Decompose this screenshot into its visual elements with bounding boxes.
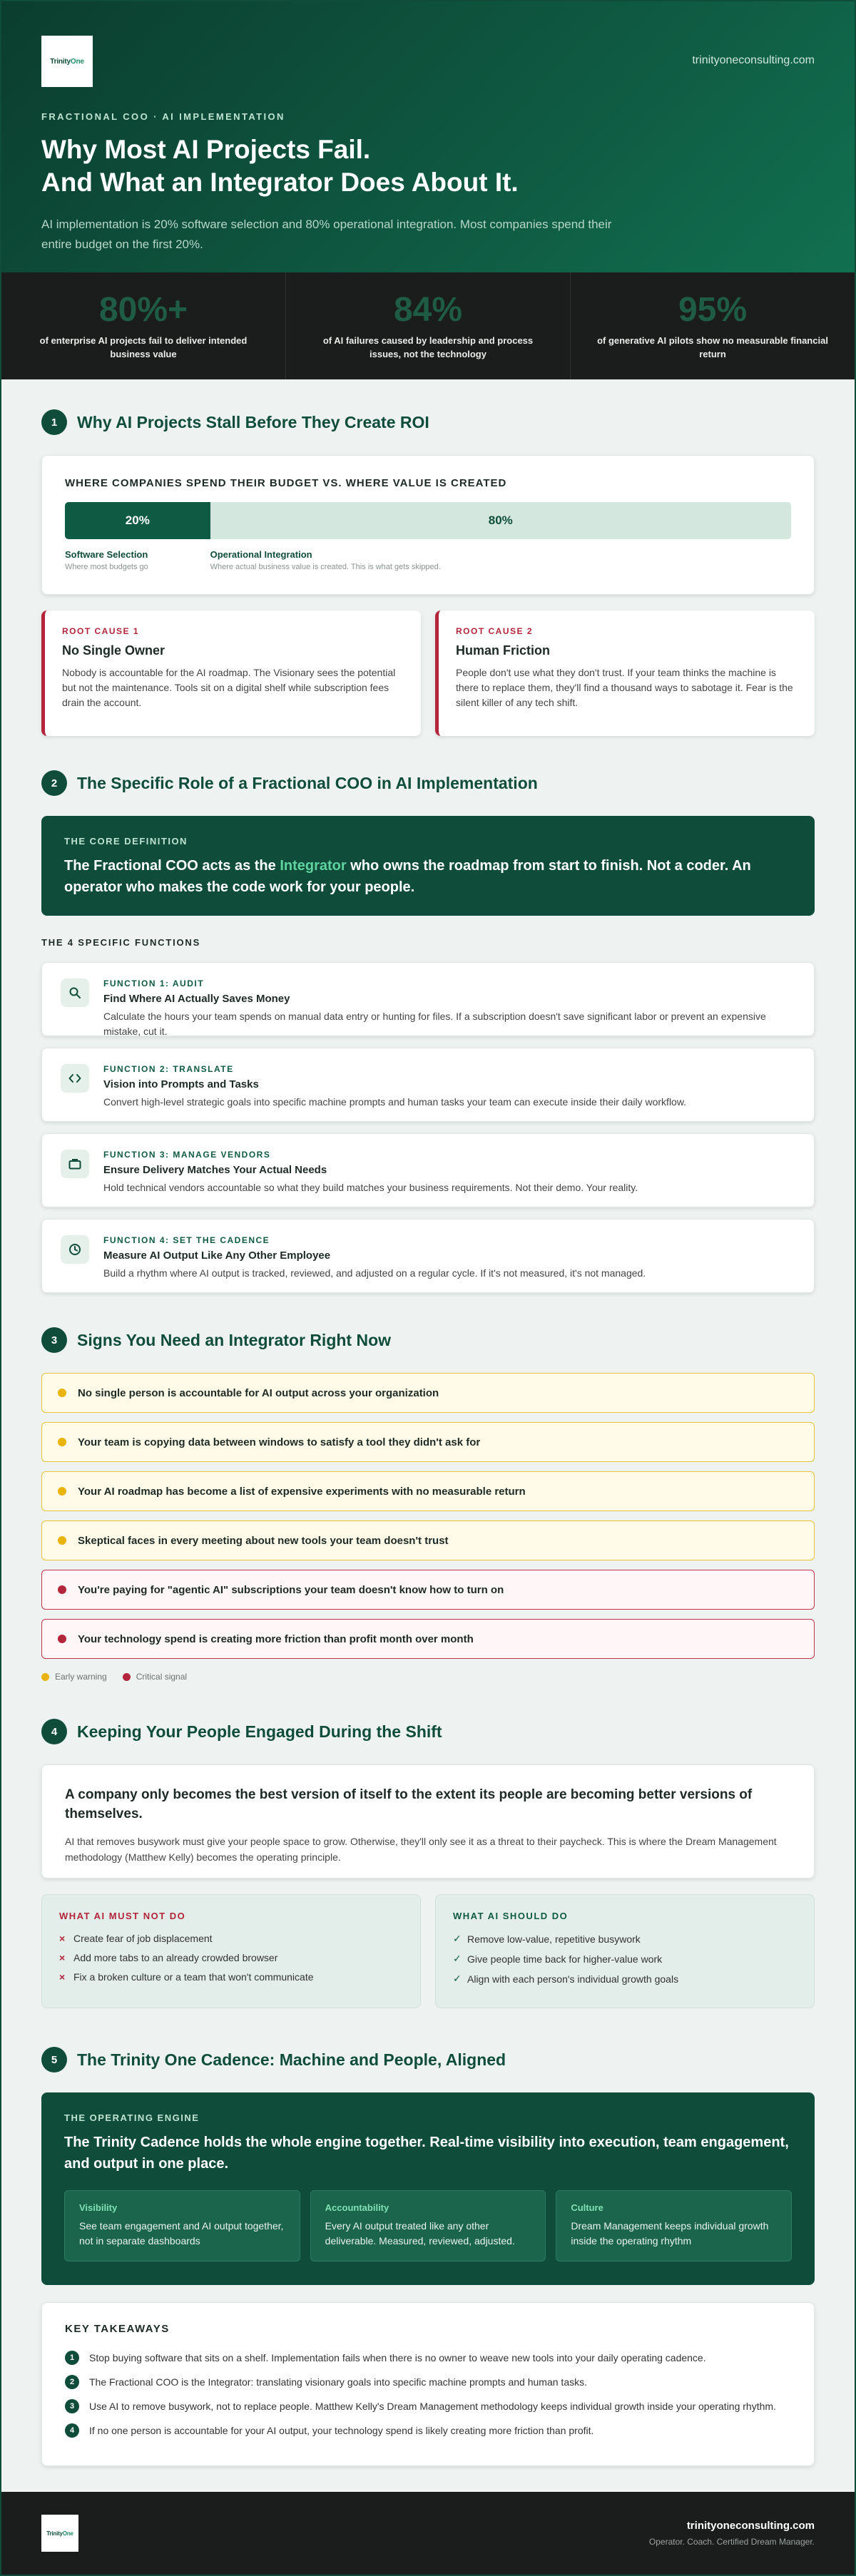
function-title: Vision into Prompts and Tasks xyxy=(103,1078,259,1090)
cause-tag: ROOT CAUSE 2 xyxy=(456,626,534,636)
stat-item xyxy=(1,272,286,379)
pillars xyxy=(64,2190,792,2261)
critical-dot-icon xyxy=(58,1585,66,1594)
intro-text: AI implementation is 20% software selection and 80% operational integration. Most companies spend their entire budget on the first 20%. xyxy=(41,218,612,251)
takeaway-item: 3 Use AI to remove busywork, not to replace people. Matthew Kelly's Dream Management methodology keeps individual growth inside your operating rhythm. xyxy=(65,2399,791,2413)
function-body xyxy=(103,1064,686,1121)
section-number: 1 xyxy=(41,409,67,435)
check-icon: ✓ xyxy=(453,1973,462,1984)
cause-text: Nobody is accountable for the AI roadmap. The Visionary sees the potential but not the maintenance. Tools sit on a digital shelf while subscription fees drain the account. xyxy=(62,667,396,708)
pillar-title: Visibility xyxy=(79,2202,118,2213)
function-body xyxy=(103,1150,638,1207)
search-icon xyxy=(61,978,89,1007)
pillar-visibility xyxy=(64,2190,300,2261)
section-title: Why AI Projects Stall Before They Create ROI xyxy=(77,412,429,431)
cause-title: No Single Owner xyxy=(62,643,165,658)
takeaway-item: 1 Stop buying software that sits on a shelf. Implementation fails when there is no owner to weave new tools into your daily operating cadence. xyxy=(65,2351,791,2365)
logo-text: TrinityOne xyxy=(50,57,84,66)
legend-sub: Where actual business value is created. This is what gets skipped. xyxy=(210,563,441,571)
stat-item xyxy=(286,272,571,379)
list-item: ✓ Give people time back for higher-value work xyxy=(453,1953,663,1965)
clock-icon xyxy=(61,1235,89,1264)
function-body xyxy=(103,978,795,1036)
function-tag: FUNCTION 3: MANAGE VENDORS xyxy=(103,1150,271,1160)
sign-item-warning xyxy=(41,1422,815,1462)
critical-dot-icon xyxy=(58,1635,66,1643)
stat-value: 80%+ xyxy=(98,291,188,329)
page-title: Why Most AI Projects Fail. And What an Integrator Does About It. xyxy=(41,135,519,197)
check-icon: ✓ xyxy=(453,1953,462,1964)
function-title: Measure AI Output Like Any Other Employee xyxy=(103,1249,331,1262)
x-icon: × xyxy=(59,1952,66,1963)
pillar-culture xyxy=(556,2190,792,2261)
function-title: Find Where AI Actually Saves Money xyxy=(103,993,290,1005)
function-title: Ensure Delivery Matches Your Actual Needs xyxy=(103,1164,327,1176)
footer xyxy=(1,2492,855,2575)
x-icon: × xyxy=(59,1971,66,1983)
pillar-title: Accountability xyxy=(325,2202,389,2213)
section-engagement xyxy=(1,1682,855,2008)
list-item: × Fix a broken culture or a team that won't communicate xyxy=(59,1971,314,1983)
footer-info xyxy=(649,2520,815,2547)
section-title: The Trinity One Cadence: Machine and People, Aligned xyxy=(77,2050,506,2069)
section-title: Keeping Your People Engaged During the Shift xyxy=(77,1722,442,1741)
critical-dot-icon xyxy=(123,1673,131,1681)
sign-text: You're paying for "agentic AI" subscriptions your team doesn't know how to turn on xyxy=(78,1583,504,1596)
bar-software-selection: 20% xyxy=(65,502,210,539)
quote-title: A company only becomes the best version of itself to the extent its people are becoming better versions of themselves. xyxy=(65,1787,753,1821)
warning-dot-icon xyxy=(41,1673,49,1681)
sign-item-critical xyxy=(41,1570,815,1610)
takeaway-number: 3 xyxy=(65,2399,79,2413)
section-cadence xyxy=(1,2008,855,2466)
site-url-link[interactable]: trinityoneconsulting.com xyxy=(692,54,815,66)
legend-title: Operational Integration xyxy=(210,549,312,560)
stat-value: 84% xyxy=(393,291,463,329)
budget-bar xyxy=(65,502,791,539)
legend-software-selection xyxy=(65,549,210,571)
sign-text: No single person is accountable for AI output across your organization xyxy=(78,1386,439,1399)
legend-operational-integration xyxy=(210,549,441,571)
list-item: ✓ Remove low-value, repetitive busywork xyxy=(453,1933,641,1945)
footer-logo[interactable] xyxy=(41,2515,78,2552)
section-number: 4 xyxy=(41,1719,67,1744)
engine-text: The Trinity Cadence holds the whole engine together. Real-time visibility into execution, team engagement, and output in one place. xyxy=(64,2135,789,2172)
stat-label: of generative AI pilots show no measurable financial return xyxy=(597,335,828,359)
section-header xyxy=(41,1326,815,1354)
pillar-title: Culture xyxy=(571,2202,603,2213)
takeaways-tag: KEY TAKEAWAYS xyxy=(65,2323,170,2335)
function-tag: FUNCTION 1: AUDIT xyxy=(103,978,205,988)
takeaway-number: 4 xyxy=(65,2423,79,2438)
function-text: Hold technical vendors accountable so what they build matches your business requirements. Not their demo. Your reality. xyxy=(103,1182,638,1193)
warning-dot-icon xyxy=(58,1389,66,1397)
function-text: Calculate the hours your team spends on manual data entry or hunting for files. If a subscription doesn't save significant labor or prevent an expensive mistake, cut it. xyxy=(103,1011,766,1037)
section-title: Signs You Need an Integrator Right Now xyxy=(77,1330,392,1349)
budget-title: WHERE COMPANIES SPEND THEIR BUDGET VS. WHERE VALUE IS CREATED xyxy=(65,477,507,489)
functions-subhead: THE 4 SPECIFIC FUNCTIONS xyxy=(41,937,201,948)
takeaway-number: 1 xyxy=(65,2351,79,2365)
function-card-vendors xyxy=(41,1133,815,1207)
pillar-accountability xyxy=(310,2190,546,2261)
integrator-highlight: Integrator xyxy=(280,858,347,874)
logo-text: TrinityOne xyxy=(46,2530,73,2537)
bar-legend xyxy=(65,549,791,571)
footer-url-link[interactable]: trinityoneconsulting.com xyxy=(686,2520,815,2532)
section-header xyxy=(41,1717,815,1746)
section-header xyxy=(41,408,815,436)
function-card-translate xyxy=(41,1048,815,1122)
footer-tagline: Operator. Coach. Certified Dream Manager. xyxy=(648,2537,815,2547)
stat-label: of AI failures caused by leadership and process issues, not the technology xyxy=(322,335,534,359)
sign-text: Your technology spend is creating more friction than profit month over month xyxy=(78,1632,474,1645)
function-card-cadence xyxy=(41,1219,815,1293)
legend-sub: Where most budgets go xyxy=(65,563,148,571)
key-takeaways-card xyxy=(41,2302,815,2466)
function-tag: FUNCTION 2: TRANSLATE xyxy=(103,1064,234,1074)
logo[interactable] xyxy=(41,36,93,87)
legend-critical: Critical signal xyxy=(136,1672,188,1682)
section-number: 2 xyxy=(41,770,67,796)
section-number: 3 xyxy=(41,1327,67,1353)
sign-text: Your team is copying data between windows to satisfy a tool they didn't ask for xyxy=(78,1436,481,1448)
quote-card xyxy=(41,1764,815,1879)
signs-legend xyxy=(41,1672,815,1682)
sign-item-warning xyxy=(41,1373,815,1413)
cause-tag: ROOT CAUSE 1 xyxy=(62,626,140,636)
eyebrow: FRACTIONAL COO · AI IMPLEMENTATION xyxy=(41,111,285,122)
check-icon: ✓ xyxy=(453,1933,462,1944)
definition-text: The Fractional COO acts as the Integrator who owns the roadmap from start to finish. Not a coder. An operator who makes the code work for your people. xyxy=(64,858,751,895)
function-card-audit xyxy=(41,962,815,1036)
takeaway-number: 2 xyxy=(65,2375,79,2389)
sign-item-warning xyxy=(41,1471,815,1511)
should-do-panel xyxy=(435,1894,815,2008)
core-definition-card xyxy=(41,816,815,916)
stat-item xyxy=(571,272,855,379)
root-cause-card xyxy=(41,610,421,736)
section-header xyxy=(41,2045,815,2074)
do-dont-panels xyxy=(41,1894,815,2008)
root-cause-card xyxy=(435,610,815,736)
cause-title: Human Friction xyxy=(456,643,551,658)
function-tag: FUNCTION 4: SET THE CADENCE xyxy=(103,1235,270,1245)
stats-bar xyxy=(1,272,855,379)
quote-text: AI that removes busywork must give your people space to grow. Otherwise, they'll only see it as a threat to their paycheck. This is where the Dream Management methodology (Matthew Kelly) becomes the operating principle. xyxy=(65,1836,777,1863)
pillar-text: See team engagement and AI output together, not in separate dashboards xyxy=(79,2220,284,2247)
section-number: 5 xyxy=(41,2047,67,2072)
pillar-text: Dream Management keeps individual growth inside the operating rhythm xyxy=(571,2220,769,2247)
stat-label: of enterprise AI projects fail to deliver intended business value xyxy=(39,335,248,359)
pillar-text: Every AI output treated like any other deliverable. Measured, reviewed, adjusted. xyxy=(325,2220,515,2247)
hero-header xyxy=(1,1,855,272)
function-text: Build a rhythm where AI output is tracked, reviewed, and adjusted on a regular cycle. If it's not measured, it's not managed. xyxy=(103,1267,646,1279)
list-item: ✓ Align with each person's individual growth goals xyxy=(453,1973,679,1985)
sign-item-warning xyxy=(41,1520,815,1560)
definition-tag: THE CORE DEFINITION xyxy=(64,836,188,847)
budget-card xyxy=(41,455,815,595)
takeaway-item: 4 If no one person is accountable for your AI output, your technology spend is likely creating more friction than profit. xyxy=(65,2423,791,2438)
section-header xyxy=(41,769,815,797)
section-fractional-coo xyxy=(1,736,855,1293)
code-icon xyxy=(61,1064,89,1093)
legend-title: Software Selection xyxy=(65,549,148,560)
warning-dot-icon xyxy=(58,1536,66,1545)
engine-tag: THE OPERATING ENGINE xyxy=(64,2112,200,2123)
function-body xyxy=(103,1235,646,1292)
legend-warning: Early warning xyxy=(55,1672,107,1682)
operating-engine-card xyxy=(41,2092,815,2285)
warning-dot-icon xyxy=(58,1487,66,1496)
stat-value: 95% xyxy=(678,291,748,329)
section-signs xyxy=(1,1293,855,1682)
list-item: × Create fear of job displacement xyxy=(59,1933,213,1944)
takeaway-item: 2 The Fractional COO is the Integrator: translating visionary goals into specific machine prompts and human tasks. xyxy=(65,2375,791,2389)
panel-tag: WHAT AI SHOULD DO xyxy=(453,1911,569,1921)
bar-operational-integration: 80% xyxy=(210,502,791,539)
sign-text: Skeptical faces in every meeting about new tools your team doesn't trust xyxy=(78,1534,449,1547)
must-not-do-panel xyxy=(41,1894,421,2008)
section-title: The Specific Role of a Fractional COO in AI Implementation xyxy=(77,773,538,792)
briefcase-icon xyxy=(61,1150,89,1178)
x-icon: × xyxy=(59,1933,66,1944)
warning-dot-icon xyxy=(58,1438,66,1446)
list-item: × Add more tabs to an already crowded browser xyxy=(59,1952,278,1963)
panel-tag: WHAT AI MUST NOT DO xyxy=(59,1911,186,1921)
sign-item-critical xyxy=(41,1619,815,1659)
section-roi-stall xyxy=(1,379,855,736)
root-causes xyxy=(41,610,815,736)
cause-text: People don't use what they don't trust. If your team thinks the machine is there to replace them, they'll find a thousand ways to sabotage it. Fear is the silent killer of any tech shift. xyxy=(456,667,793,708)
function-text: Convert high-level strategic goals into specific machine prompts and human tasks your team can execute inside their daily workflow. xyxy=(103,1096,687,1108)
sign-text: Your AI roadmap has become a list of expensive experiments with no measurable return xyxy=(78,1485,526,1498)
